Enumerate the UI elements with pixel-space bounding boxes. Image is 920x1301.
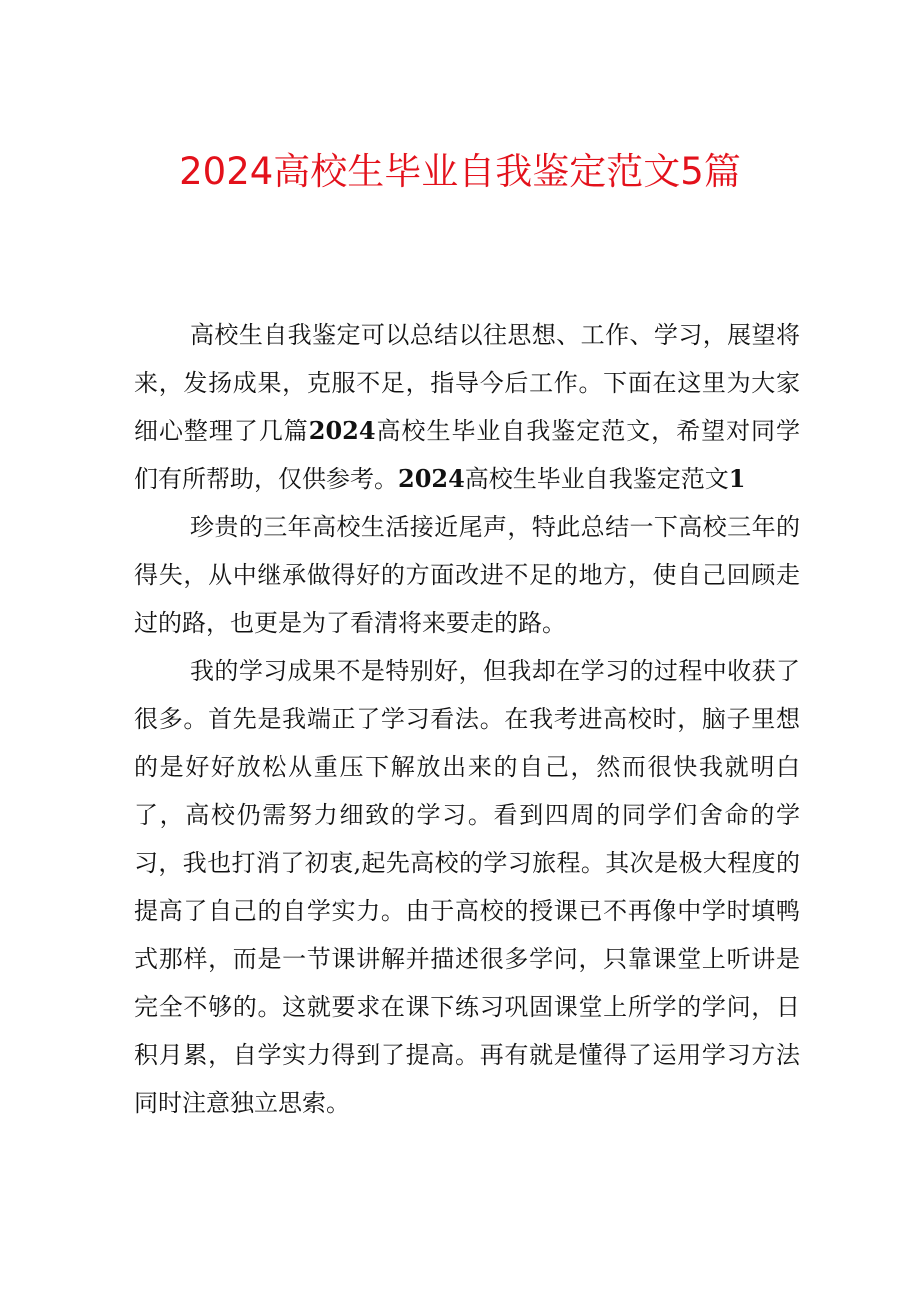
intro-number: 1 — [728, 464, 746, 493]
body-paragraph-2: 我的学习成果不是特别好，但我却在学习的过程中收获了很多。首先是我端正了学习看法。在我考进高校时，脑子里想的是好好放松从重压下解放出来的自己，然而很快我就明白了，高校仍需努力细致的学习。看到四周的同学们舍命的学习，我也打消了初衷,起先高校的学习旅程。其次是极大程度的提高了自己的自学实力。由于高校的授课已不再像中学时填鸭式那样，而是一节课讲解并描述很多学问，只靠课堂上听讲是完全不够的。这就要求在课下练习巩固课堂上所学的学问，日积月累，自学实力得到了提高。再有就是懂得了运用学习方法同时注意独立思索。 — [134, 657, 800, 1117]
intro-year-2: 2024 — [398, 464, 465, 493]
intro-text-1: 高校生自我鉴定可以总结以往思想、工作、学习，展望将来，发扬成果，克服不足，指导今后工作。下面在这里为大家细心整理了几篇 — [134, 321, 800, 445]
intro-year-1: 2024 — [308, 416, 376, 445]
document-title: 2024高校生毕业自我鉴定范文5篇 — [179, 150, 741, 193]
document-body — [134, 311, 800, 1127]
body-paragraph-1: 珍贵的三年高校生活接近尾声，特此总结一下高校三年的得失，从中继承做得好的方面改进不足的地方，使自己回顾走过的路，也更是为了看清将来要走的路。 — [134, 513, 800, 637]
intro-paragraph — [134, 311, 800, 503]
intro-text-2: 高校生毕业自我鉴定范文，希望对同学们有所帮助，仅供参考。 — [134, 417, 801, 493]
intro-text-3: 高校生毕业自我鉴定范文 — [464, 465, 729, 493]
